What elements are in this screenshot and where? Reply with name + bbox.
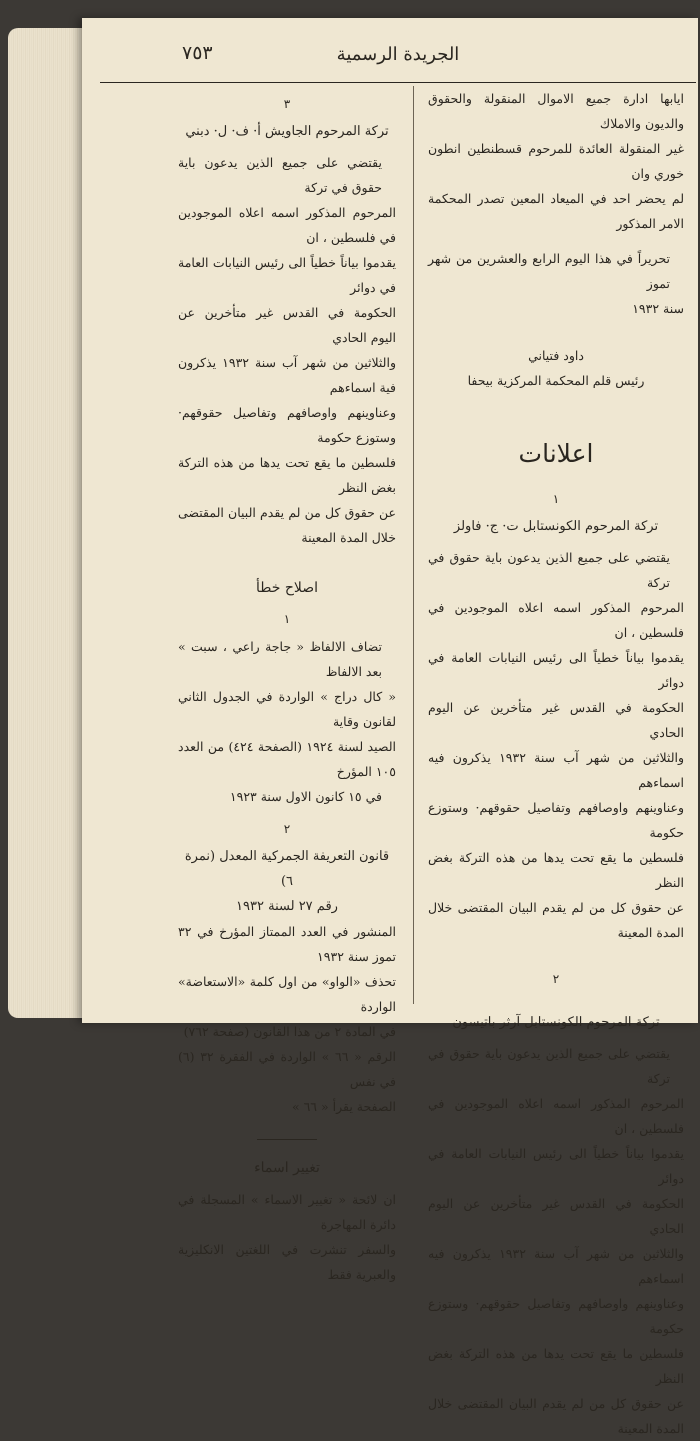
notice-line: المرحوم المذكور اسمه اعلاه الموجودين في فلسطين ، ان — [428, 1096, 684, 1136]
notice-number: ٢ — [552, 972, 560, 986]
notice-body — [428, 545, 684, 945]
notice-line: وعناوينهم واوصافهم وتفاصيل حقوقهم· وستوزع حكومة — [428, 800, 684, 840]
page-number: ٧٥٣ — [182, 42, 213, 64]
notice-body — [428, 1041, 684, 1441]
notice-line: وعناوينهم واوصافهم وتفاصيل حقوقهم· وستوزع حكومة — [428, 1296, 684, 1336]
section-separator — [257, 1139, 317, 1140]
notice-line: الحكومة في القدس غير متأخرين عن اليوم الحادي — [428, 700, 684, 740]
notice-line: المرحوم المذكور اسمه اعلاه الموجودين في فلسطين ، ان — [178, 205, 396, 245]
correction-number: ٢ — [283, 822, 291, 836]
number-line: الرقم « ٦٦ » الواردة في الفقرة ٣٢ (٦) في نفس — [178, 1049, 396, 1089]
gazette-title: الجريدة الرسمية — [336, 44, 460, 65]
intro-line: ايابها ادارة جميع الاموال المنقولة والحقوق والديون والاملاك — [428, 91, 684, 131]
notice-line: يقدموا بياناً خطياً الى رئيس النيابات العامة في دوائر — [428, 1146, 684, 1186]
notice-line: عن حقوق كل من لم يقدم البيان المقتضى خلال المدة المعينة — [178, 505, 396, 545]
notice-title: تركة المرحوم الجاويش أ· ف· ل· دبني — [185, 124, 389, 139]
intro-paragraph — [428, 86, 684, 236]
notice-line: عن حقوق كل من لم يقدم البيان المقتضى خلال المدة المعينة — [428, 1396, 684, 1436]
change-line: تحذف «الواو» من اول كلمة «الاستعاضة» الواردة — [178, 974, 396, 1014]
corrections-heading: اصلاح خطأ — [255, 580, 319, 596]
notice-line: يقدموا بياناً خطياً الى رئيس النيابات العامة في دوائر — [428, 650, 684, 690]
published-line: المنشور في العدد الممتاز المؤرخ في ٣٢ تموز سنة ١٩٣٢ — [178, 924, 396, 964]
notice-number: ٣ — [283, 97, 291, 111]
dated-paragraph — [428, 246, 684, 321]
intro-line: لم يحضر احد في الميعاد المعين تصدر المحكمة الامر المذكور — [428, 191, 684, 231]
notice-line: يقتضي على جميع الذين يدعون باية حقوق في تركة — [428, 550, 670, 590]
law-subtitle: رقم ٢٧ لسنة ١٩٣٢ — [236, 899, 338, 914]
intro-line: غير المنقولة العائدة للمرحوم قسطنطين انطون خوري وان — [428, 141, 684, 181]
notice-line: والثلاثين من شهر آب سنة ١٩٣٢ يذكرون فيه اسماءهم — [428, 1246, 685, 1286]
signature-name: داود فتياني — [528, 348, 584, 363]
notice-line: وعناوينهم واوصافهم وتفاصيل حقوقهم· وستوزع حكومة — [178, 405, 396, 445]
notice-line: والثلاثين من شهر آب سنة ١٩٣٢ يذكرون فية اسماءهم — [178, 355, 396, 395]
notice-number: ١ — [552, 492, 560, 506]
notice-line: الحكومة في القدس غير متأخرين عن اليوم الحادي — [428, 1196, 684, 1236]
correction-line: الصيد لسنة ١٩٢٤ (الصفحة ٤٢٤) من العدد ١٠٥ المؤرخ — [178, 739, 396, 779]
correction-line: « كال دراج » الواردة في الجدول الثاني لقانون وقاية — [178, 689, 396, 729]
correction-line: في ١٥ كانون الاول سنة ١٩٢٣ — [229, 789, 382, 804]
right-column — [428, 86, 684, 1441]
notice-title: تركة المرحوم الكونستابل آرثر باتيسون — [452, 1015, 660, 1030]
number-line: الصفحة يقرأ « ٦٦ » — [291, 1099, 396, 1114]
notice-line: فلسطين ما يقع تحت يدها من هذه التركة بغض النظر — [178, 455, 396, 495]
name-change-line: ان لائحة « تغيير الاسماء » المسجلة في دائرة المهاجرة — [178, 1192, 396, 1232]
notice-line: فلسطين ما يقع تحت يدها من هذه التركة بغض النظر — [428, 1346, 684, 1386]
column-divider — [413, 86, 414, 1004]
notice-line: فلسطين ما يقع تحت يدها من هذه التركة بغض النظر — [428, 850, 684, 890]
notice-line: المرحوم المذكور اسمه اعلاه الموجودين في فلسطين ، ان — [428, 600, 684, 640]
name-change-heading: تغيير اسماء — [254, 1160, 320, 1176]
correction-number: ١ — [283, 612, 291, 626]
dated-line: تحريراً في هذا اليوم الرابع والعشرين من شهر تموز — [428, 251, 670, 291]
notice-line: يقتضي على جميع الذين يدعون باية حقوق في تركة — [178, 155, 382, 195]
notice-line: عن حقوق كل من لم يقدم البيان المقتضى خلال المدة المعينة — [428, 900, 684, 940]
correction-body — [178, 634, 396, 809]
dated-line: سنة ١٩٣٢ — [632, 301, 684, 316]
change-line: في المادة ٢ من هذا القانون (صفحة ٧٦٢) — [183, 1024, 396, 1039]
notice-line: يقتضي على جميع الذين يدعون باية حقوق في تركة — [428, 1046, 670, 1086]
signature-role: رئيس قلم المحكمة المركزية بيحفا — [467, 373, 645, 388]
notice-title: تركة المرحوم الكونستابل ت· ج· فاولز — [453, 519, 659, 534]
notice-line: يقدموا بياناً خطياً الى رئيس النيابات العامة في دوائر — [178, 255, 396, 295]
left-column — [178, 86, 396, 1287]
correction-line: تضاف الالفاظ « جاجة راعي ، سبت » بعد الالفاظ — [178, 639, 382, 679]
notice-body — [178, 150, 396, 550]
name-change-line: والسفر تنشرت في اللغتين الانكليزية والعبرية فقط — [178, 1242, 396, 1282]
page-header — [100, 38, 696, 83]
law-title: قانون التعريفة الجمركية المعدل (نمرة ٦) — [184, 849, 390, 889]
announcements-heading: اعلانات — [518, 439, 594, 468]
notice-line: والثلاثين من شهر آب سنة ١٩٣٢ يذكرون فيه اسماءهم — [428, 750, 685, 790]
notice-line: الحكومة في القدس غير متأخرين عن اليوم الحادي — [178, 305, 396, 345]
